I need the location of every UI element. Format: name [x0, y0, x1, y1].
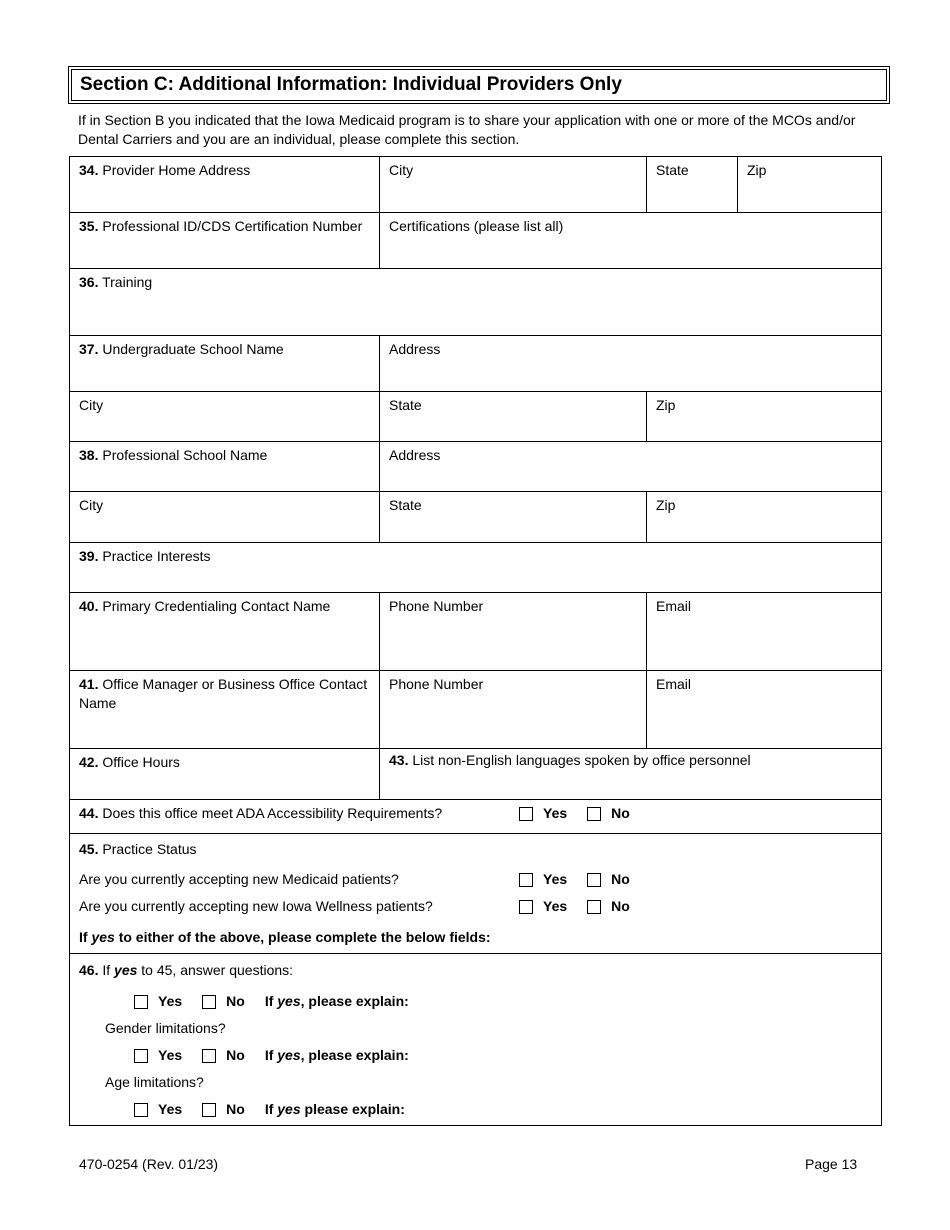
explain-emphasis: yes [277, 993, 301, 1009]
credentialing-email-field[interactable] [647, 593, 881, 670]
professional-school-name-field[interactable] [70, 442, 380, 491]
undergrad-city-field[interactable] [70, 392, 380, 441]
field-label: Phone Number [389, 676, 484, 692]
field-emphasis: yes [114, 962, 138, 978]
professional-id-field[interactable] [70, 213, 380, 268]
row-37b [70, 392, 881, 442]
field-number: 38. [79, 447, 99, 463]
field-label: State [389, 397, 422, 413]
medicaid-question: Are you currently accepting new Medicaid patients? [79, 871, 399, 887]
checkbox[interactable] [587, 807, 601, 821]
credentialing-phone-field[interactable] [380, 593, 647, 670]
checkbox[interactable] [587, 873, 601, 887]
training-field[interactable] [70, 269, 881, 335]
field-label: Undergraduate School Name [102, 341, 284, 357]
row-40 [70, 593, 881, 671]
field-label: Address [389, 341, 441, 357]
row-36 [70, 269, 881, 336]
field-label: Phone Number [389, 598, 484, 614]
ada-yes-option[interactable] [519, 804, 567, 823]
field-label: City [79, 397, 104, 413]
checkbox[interactable] [587, 900, 601, 914]
languages-field[interactable] [380, 749, 881, 799]
option-label: No [226, 993, 245, 1009]
undergrad-address-field[interactable] [380, 336, 881, 391]
certifications-field[interactable] [380, 213, 881, 268]
explain-emphasis: yes [277, 1101, 301, 1117]
limitations-section [70, 954, 881, 1125]
explain-text: If [264, 1047, 278, 1063]
checkbox[interactable] [519, 807, 533, 821]
field-label: City [79, 497, 104, 513]
note-emphasis: yes [91, 929, 115, 945]
checkbox[interactable] [134, 1049, 148, 1063]
field-label: Zip [656, 397, 676, 413]
office-hours-field[interactable] [70, 749, 380, 799]
explain-text: If [264, 993, 278, 1009]
field-label: Zip [656, 497, 676, 513]
field-label: Provider Home Address [102, 162, 251, 178]
row-46 [70, 954, 881, 1125]
age-no-option[interactable] [202, 1100, 245, 1119]
field-label: Address [389, 447, 441, 463]
limit-yes-option[interactable] [134, 992, 182, 1011]
ada-no-option[interactable] [587, 804, 630, 823]
wellness-question: Are you currently accepting new Iowa Wellness patients? [79, 898, 433, 914]
practice-status-section [70, 834, 881, 953]
gender-yes-option[interactable] [134, 1046, 182, 1065]
home-zip-field[interactable] [738, 157, 881, 212]
checkbox[interactable] [202, 995, 216, 1009]
field-label: Training [102, 274, 153, 290]
field-number: 39. [79, 548, 99, 564]
option-label: No [611, 871, 630, 887]
office-manager-phone-field[interactable] [380, 671, 647, 748]
undergrad-zip-field[interactable] [647, 392, 881, 441]
professional-school-zip-field[interactable] [647, 492, 881, 542]
explain-prompt [265, 1100, 405, 1119]
field-label: Professional School Name [102, 447, 268, 463]
field-label: Certifications (please list all) [389, 218, 564, 234]
option-label: Yes [543, 805, 568, 821]
option-label: No [611, 805, 630, 821]
row-34 [70, 157, 881, 213]
form-number: 470-0254 (Rev. 01/23) [79, 1156, 219, 1172]
office-manager-email-field[interactable] [647, 671, 881, 748]
explain-prompt [265, 992, 409, 1011]
wellness-yes-option[interactable] [519, 897, 567, 916]
office-manager-name-field[interactable] [70, 671, 380, 748]
credentialing-contact-name-field[interactable] [70, 593, 380, 670]
field-number: 44. [79, 805, 99, 821]
checkbox[interactable] [134, 1103, 148, 1117]
field-number: 43. [389, 752, 409, 768]
field-label: State [389, 497, 422, 513]
gender-limitations-answer [79, 1042, 872, 1069]
section-title: Section C: Additional Information: Individual Providers Only [80, 74, 622, 95]
field-label: Does this office meet ADA Accessibility Requirements? [102, 805, 443, 821]
home-city-field[interactable] [380, 157, 647, 212]
wellness-no-option[interactable] [587, 897, 630, 916]
field-number: 42. [79, 754, 99, 770]
field-label: If [98, 962, 115, 978]
field-label: Professional ID/CDS Certification Number [102, 218, 363, 234]
checkbox[interactable] [519, 873, 533, 887]
row-42-43 [70, 749, 881, 800]
option-label: Yes [543, 871, 568, 887]
explain-text: If [264, 1101, 278, 1117]
checkbox[interactable] [519, 900, 533, 914]
option-label: Yes [158, 1047, 183, 1063]
field-label: Email [656, 676, 692, 692]
row-37 [70, 336, 881, 392]
explain-text: please explain: [300, 1101, 405, 1117]
field-number: 46. [79, 962, 99, 978]
gender-no-option[interactable] [202, 1046, 245, 1065]
undergrad-state-field[interactable] [380, 392, 647, 441]
gender-limitations-label: Gender limitations? [105, 1020, 226, 1036]
row-45 [70, 834, 881, 954]
field-number: 35. [79, 218, 99, 234]
field-label: State [656, 162, 689, 178]
field-label: Practice Interests [102, 548, 211, 564]
row-38b [70, 492, 881, 543]
professional-school-state-field[interactable] [380, 492, 647, 542]
age-yes-option[interactable] [134, 1100, 182, 1119]
row-44 [70, 800, 881, 834]
professional-school-city-field[interactable] [70, 492, 380, 542]
explain-text: , please explain: [300, 993, 409, 1009]
field-number: 41. [79, 676, 99, 692]
option-label: No [226, 1101, 245, 1117]
checkbox[interactable] [202, 1049, 216, 1063]
row-41 [70, 671, 881, 749]
option-label: Yes [158, 993, 183, 1009]
home-state-field[interactable] [647, 157, 738, 212]
practice-interests-field[interactable] [70, 543, 881, 592]
age-limitations-label: Age limitations? [105, 1074, 204, 1090]
note-text: to either of the above, please complete the below fields: [114, 929, 491, 945]
professional-school-address-field[interactable] [380, 442, 881, 491]
medicaid-yes-option[interactable] [519, 870, 567, 889]
option-label: Yes [543, 898, 568, 914]
ada-question [70, 800, 881, 833]
explain-prompt [265, 1046, 409, 1065]
field-label: Office Hours [102, 754, 180, 770]
field-label: List non-English languages spoken by office personnel [412, 752, 751, 768]
field-label: Primary Credentialing Contact Name [102, 598, 331, 614]
medicaid-no-option[interactable] [587, 870, 630, 889]
intro-text: If in Section B you indicated that the Iowa Medicaid program is to share your application with one or more of the MCOs and/or Dental Carriers and you are an individual, please complete this section. [78, 112, 856, 147]
field-label: to 45, answer questions: [137, 962, 294, 978]
field-label: Office Manager or Business Office Contact Name [79, 676, 368, 711]
explain-emphasis: yes [277, 1047, 301, 1063]
field-label: City [389, 162, 414, 178]
field-number: 45. [79, 841, 99, 857]
field-label: Zip [747, 162, 767, 178]
option-label: Yes [158, 1101, 183, 1117]
practice-status-note [79, 928, 872, 947]
limit-no-option[interactable] [202, 992, 245, 1011]
checkbox[interactable] [134, 995, 148, 1009]
option-label: No [226, 1047, 245, 1063]
option-label: No [611, 898, 630, 914]
field-label: Practice Status [102, 841, 197, 857]
note-text: If [79, 929, 92, 945]
explain-text: , please explain: [300, 1047, 409, 1063]
provider-home-address-field[interactable] [70, 157, 380, 212]
section-header [68, 66, 890, 104]
undergrad-school-name-field[interactable] [70, 336, 380, 391]
provider-form [69, 156, 882, 1126]
checkbox[interactable] [202, 1103, 216, 1117]
limitations-answer-1 [79, 988, 872, 1015]
row-38 [70, 442, 881, 492]
page-number: Page 13 [805, 1156, 858, 1172]
row-35 [70, 213, 881, 269]
age-limitations-answer [79, 1096, 872, 1123]
row-39 [70, 543, 881, 593]
field-number: 36. [79, 274, 99, 290]
field-number: 40. [79, 598, 99, 614]
field-label: Email [656, 598, 692, 614]
field-number: 37. [79, 341, 99, 357]
field-number: 34. [79, 162, 99, 178]
